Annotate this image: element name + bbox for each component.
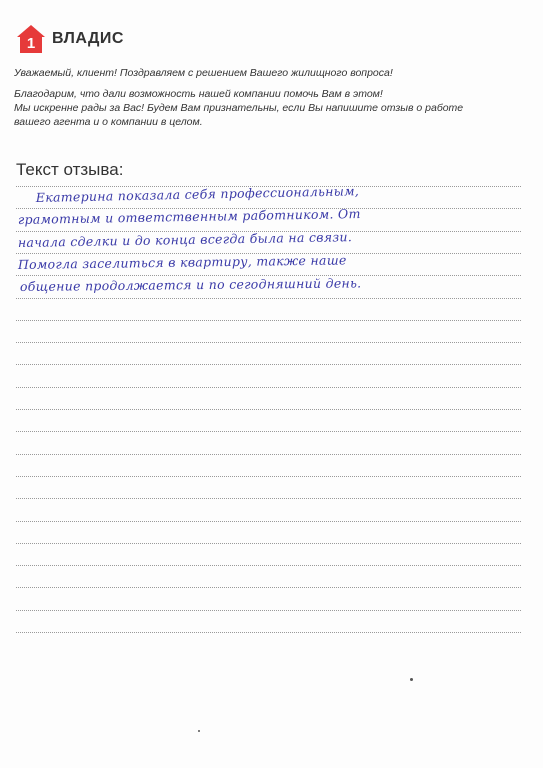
ink-speck — [410, 678, 413, 681]
handwritten-line: начала сделки и до конца всегда была на связи. — [17, 228, 353, 250]
brand-logo — [16, 24, 124, 54]
ruled-line — [16, 409, 521, 410]
ruled-line — [16, 632, 521, 633]
ruled-line — [16, 342, 521, 343]
intro-text — [14, 66, 529, 129]
ruled-line — [16, 476, 521, 477]
ruled-line — [16, 498, 521, 499]
ruled-line — [16, 364, 521, 365]
handwritten-line: Помогла заселиться в квартиру, также наше — [17, 252, 347, 272]
ruled-line — [16, 521, 521, 522]
ruled-line — [16, 431, 521, 432]
logo-digit: 1 — [26, 35, 36, 52]
request-line: Мы искренне рады за Вас! Будем Вам признательны, если Вы напишите отзыв о работе — [14, 102, 464, 114]
ruled-line — [16, 587, 521, 588]
handwritten-line: грамотным и ответственным работником. От — [17, 206, 361, 228]
ruled-line — [16, 298, 521, 299]
ruled-line — [16, 454, 521, 455]
thanks-line: Благодарим, что дали возможность нашей компании помочь Вам в этом! — [14, 88, 383, 100]
ruled-line — [16, 320, 521, 321]
ruled-line — [16, 565, 521, 566]
ruled-line — [16, 387, 521, 388]
request-line-continued: вашего агента и о компании в целом. — [14, 116, 203, 128]
handwritten-line: общение продолжается и по сегодняшний день. — [19, 275, 362, 295]
ink-speck — [198, 730, 200, 732]
ruled-line — [16, 543, 521, 544]
house-icon — [16, 24, 46, 54]
greeting-line: Уважаемый, клиент! Поздравляем с решением Вашего жилищного вопроса! — [14, 67, 393, 79]
brand-name: ВЛАДИС — [52, 30, 124, 47]
ruled-line — [16, 610, 521, 611]
review-heading: Текст отзыва: — [16, 160, 124, 179]
handwritten-line: Екатерина показала себя профессиональным, — [35, 183, 360, 205]
